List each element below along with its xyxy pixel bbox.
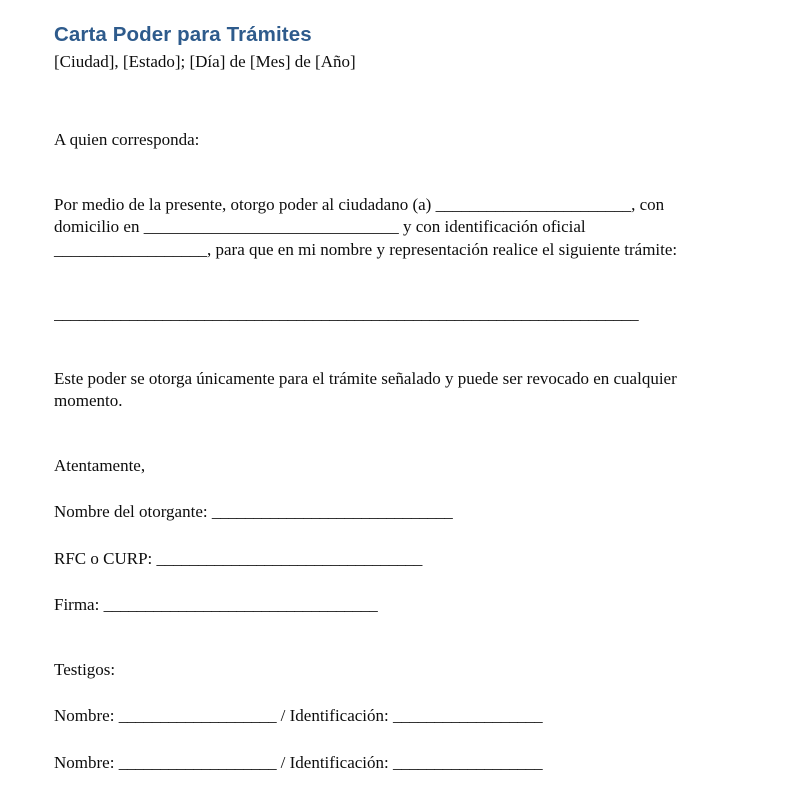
place-and-date-line: [Ciudad], [Estado]; [Día] de [Mes] de [Año] — [54, 52, 356, 71]
witness-name-blank[interactable]: ___________________ — [118, 752, 277, 772]
field-blank[interactable]: _________________________________ — [103, 595, 378, 614]
witness-id-blank[interactable]: __________________ — [393, 706, 543, 725]
spacer-after-closing-salutation — [54, 477, 730, 501]
witnesses-heading: Testigos: — [54, 659, 116, 679]
field-firma[interactable] — [54, 594, 730, 617]
field-blank[interactable]: _____________________________ — [211, 502, 453, 521]
witness-name-blank[interactable]: ___________________ — [118, 706, 277, 725]
closing-salutation: Atentamente, — [54, 455, 146, 475]
field-label: Nombre del otorgante: — [54, 502, 208, 521]
field-label: Firma: — [54, 595, 100, 614]
page-title: Carta Poder para Trámites — [54, 23, 312, 46]
witness-separator: / — [280, 752, 286, 772]
witness-row-2[interactable] — [54, 752, 730, 775]
spacer-before-procedure-blank — [54, 261, 730, 303]
spacer-between-witness-rows — [54, 728, 730, 752]
spacer-after-witnesses-heading — [54, 681, 730, 705]
spacer-between-fields-1 — [54, 524, 730, 548]
spacer-after-header — [54, 73, 730, 129]
field-label: RFC o CURP: — [54, 548, 153, 568]
witness-separator: / — [280, 706, 286, 725]
field-nombre-otorgante[interactable] — [54, 501, 730, 524]
witness-id-blank[interactable]: __________________ — [393, 752, 543, 772]
salutation-line: A quien corresponda: — [54, 130, 200, 149]
spacer-before-witnesses — [54, 617, 730, 659]
witness-name-label: Nombre: — [54, 752, 115, 772]
spacer-between-fields-2 — [54, 570, 730, 594]
field-rfc-curp[interactable] — [54, 548, 730, 571]
spacer-after-procedure-blank — [54, 326, 730, 368]
procedure-blank-line[interactable]: ______________________________________________________________________ — [54, 304, 639, 323]
witness-row-1[interactable] — [54, 705, 730, 728]
spacer-after-salutation — [54, 152, 730, 194]
field-blank[interactable]: ________________________________ — [156, 548, 423, 568]
witness-id-label: Identificación: — [289, 706, 389, 725]
revocation-paragraph: Este poder se otorga únicamente para el trámite señalado y puede ser revocado en cualquier momento. — [54, 368, 677, 410]
spacer-before-closing — [54, 413, 730, 455]
witness-name-label: Nombre: — [54, 706, 115, 725]
witness-id-label: Identificación: — [289, 752, 389, 772]
grant-paragraph: Por medio de la presente, otorgo poder al ciudadano (a) _______________________, con domicilio en ______________________________ y con identificación oficial __________________, para que en mi nombre y representación realice el siguiente trámite: — [54, 194, 678, 259]
